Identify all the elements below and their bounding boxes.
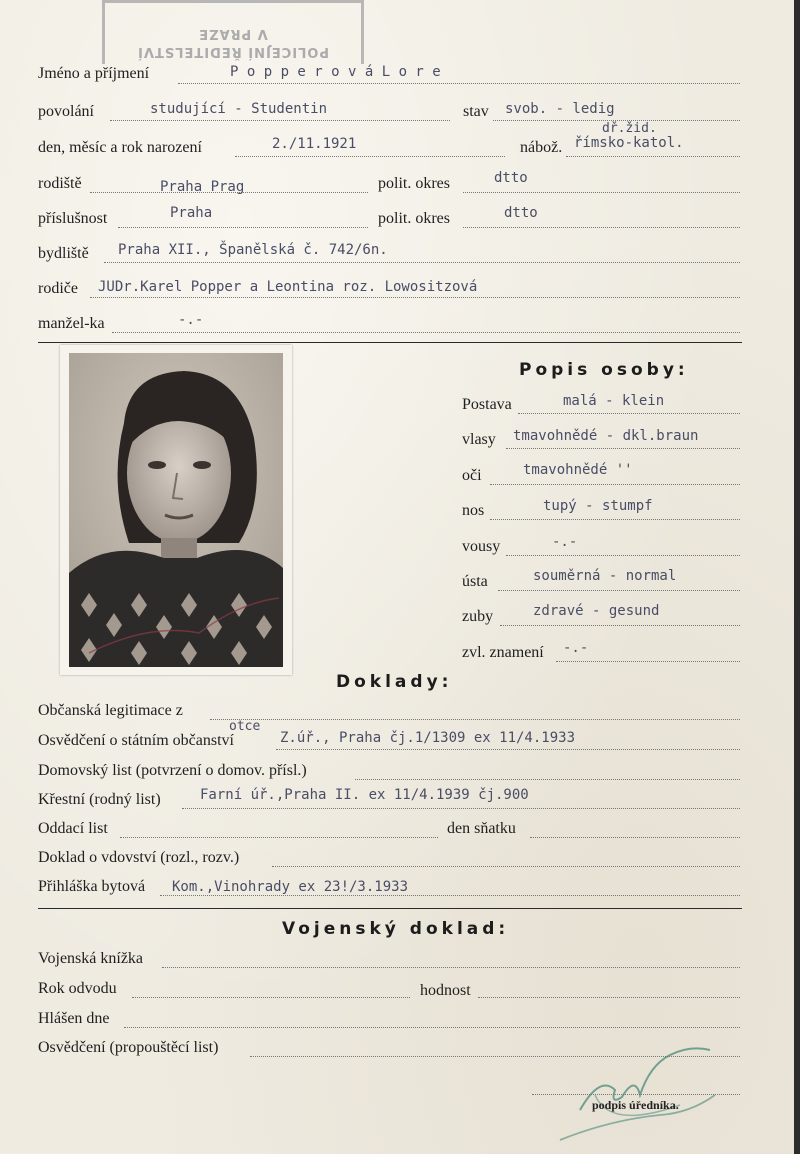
name-label: Jméno a příjmení xyxy=(38,65,150,82)
hair-label: vlasy xyxy=(462,431,496,448)
residence-value: Praha XII., Španělská č. 742/6n. xyxy=(118,242,388,258)
citizenship-label: příslušnost xyxy=(38,210,108,227)
citizenship-value: Praha xyxy=(170,205,213,221)
reported-label: Hlášen dne xyxy=(38,1010,110,1027)
enlistment-year-label: Rok odvodu xyxy=(38,980,117,997)
beard-label: vousy xyxy=(462,538,501,555)
id-card-dotted-line xyxy=(210,719,740,720)
status-label: stav xyxy=(463,103,489,120)
marriage-dotted-line xyxy=(120,837,438,838)
religion-previous-value: dř.žid. xyxy=(602,121,657,136)
occupation-value: studující - Studentin xyxy=(150,101,328,117)
domicile-label: Domovský list (potvrzení o domov. přísl.) xyxy=(38,762,307,779)
registration-label: Přihláška bytová xyxy=(38,878,146,895)
registration-value: Kom.,Vinohrady ex 23!/3.1933 xyxy=(172,879,409,895)
marks-label: zvl. znamení xyxy=(462,644,544,661)
baptism-label: Křestní (rodný list) xyxy=(38,791,161,808)
citizenship-dotted-line xyxy=(118,227,368,228)
name-value: P o p p e r o v á L o r e xyxy=(230,64,441,80)
official-stamp: POLICEJNÍ ŘEDITELSTVÍ V PRAZE xyxy=(102,0,364,64)
hair-value: tmavohnědé - dkl.braun xyxy=(513,428,699,444)
district2-value: dtto xyxy=(504,205,538,221)
birthplace-value: Praha Prag xyxy=(160,179,245,195)
marks-dotted-line xyxy=(556,661,740,662)
domicile-dotted-line xyxy=(355,779,740,780)
beard-value: -.- xyxy=(552,534,578,550)
official-signature xyxy=(540,1035,740,1145)
residence-label: bydliště xyxy=(38,245,89,262)
spouse-dotted-line xyxy=(112,332,740,333)
signature-dotted-line xyxy=(532,1094,740,1095)
district2-label: polit. okres xyxy=(378,210,450,227)
military-heading: Vojenský doklad: xyxy=(282,919,510,939)
documents-heading: Doklady: xyxy=(336,672,453,692)
nose-label: nos xyxy=(462,502,485,519)
baptism-value: Farní úř.,Praha II. ex 11/4.1939 čj.900 xyxy=(200,787,529,803)
beard-dotted-line xyxy=(506,555,740,556)
signature-caption: podpis úředníka. xyxy=(592,1098,679,1112)
status-value: svob. - ledig xyxy=(505,101,615,117)
religion-label: nábož. xyxy=(520,139,563,156)
spouse-label: manžel-ka xyxy=(38,315,105,332)
marriage-label: Oddací list xyxy=(38,820,108,837)
description-heading: Popis osoby: xyxy=(519,360,689,380)
nose-value: tupý - stumpf xyxy=(543,498,653,514)
mouth-label: ústa xyxy=(462,573,488,590)
religion-dotted-line xyxy=(566,156,740,157)
spouse-value: -.- xyxy=(178,312,204,328)
citizenship-cert-value: Z.úř., Praha čj.1/1309 ex 11/4.1933 xyxy=(280,730,576,746)
reported-dotted-line xyxy=(124,1027,740,1028)
hair-dotted-line xyxy=(506,448,740,449)
birth-date-dotted-line xyxy=(235,156,505,157)
teeth-dotted-line xyxy=(500,625,740,626)
military-book-dotted-line xyxy=(162,967,740,968)
registration-dotted-line xyxy=(160,895,740,896)
occupation-dotted-line xyxy=(110,120,450,121)
eyes-dotted-line xyxy=(490,484,740,485)
parents-value: JUDr.Karel Popper a Leontina roz. Lowositzová xyxy=(98,279,478,295)
build-dotted-line xyxy=(518,413,740,414)
portrait-photo xyxy=(60,345,292,675)
citizenship-cert-note: otce xyxy=(229,719,261,734)
page-edge xyxy=(794,0,800,1154)
name-dotted-line xyxy=(178,83,740,84)
portrait-image xyxy=(69,353,283,667)
widow-dotted-line xyxy=(272,866,740,867)
district2-dotted-line xyxy=(463,227,740,228)
nose-dotted-line xyxy=(490,519,740,520)
birth-date-value: 2./11.1921 xyxy=(272,136,357,152)
occupation-label: povolání xyxy=(38,103,94,120)
district1-value: dtto xyxy=(494,170,528,186)
parents-dotted-line xyxy=(90,297,740,298)
section-divider xyxy=(38,342,742,343)
marks-value: -.- xyxy=(563,640,589,656)
wedding-date-label: den sňatku xyxy=(447,820,516,837)
military-book-label: Vojenská knížka xyxy=(38,950,144,967)
mouth-dotted-line xyxy=(498,590,740,591)
teeth-label: zuby xyxy=(462,608,494,625)
religion-value: římsko-katol. xyxy=(574,135,684,151)
mouth-value: souměrná - normal xyxy=(533,568,677,584)
military-divider xyxy=(38,908,742,909)
residence-dotted-line xyxy=(104,262,740,263)
build-value: malá - klein xyxy=(563,393,665,409)
parents-label: rodiče xyxy=(38,280,78,297)
wedding-date-dotted-line xyxy=(530,837,740,838)
birthplace-label: rodiště xyxy=(38,175,82,192)
build-label: Postava xyxy=(462,396,512,413)
id-card-label: Občanská legitimace z xyxy=(38,702,183,719)
rank-dotted-line xyxy=(478,997,740,998)
widow-label: Doklad o vdovství (rozl., rozv.) xyxy=(38,849,240,866)
citizenship-cert-label: Osvědčení o státním občanství xyxy=(38,732,234,749)
eyes-label: oči xyxy=(462,467,482,484)
citizenship-cert-dotted-line xyxy=(276,749,740,750)
discharge-label: Osvědčení (propouštěcí list) xyxy=(38,1039,219,1056)
birth-date-label: den, měsíc a rok narození xyxy=(38,139,202,156)
eyes-value: tmavohnědé '' xyxy=(523,462,633,478)
teeth-value: zdravé - gesund xyxy=(533,603,660,619)
baptism-dotted-line xyxy=(182,808,740,809)
rank-label: hodnost xyxy=(420,982,471,999)
enlistment-year-dotted-line xyxy=(132,997,410,998)
district1-label: polit. okres xyxy=(378,175,450,192)
district1-dotted-line xyxy=(463,192,740,193)
